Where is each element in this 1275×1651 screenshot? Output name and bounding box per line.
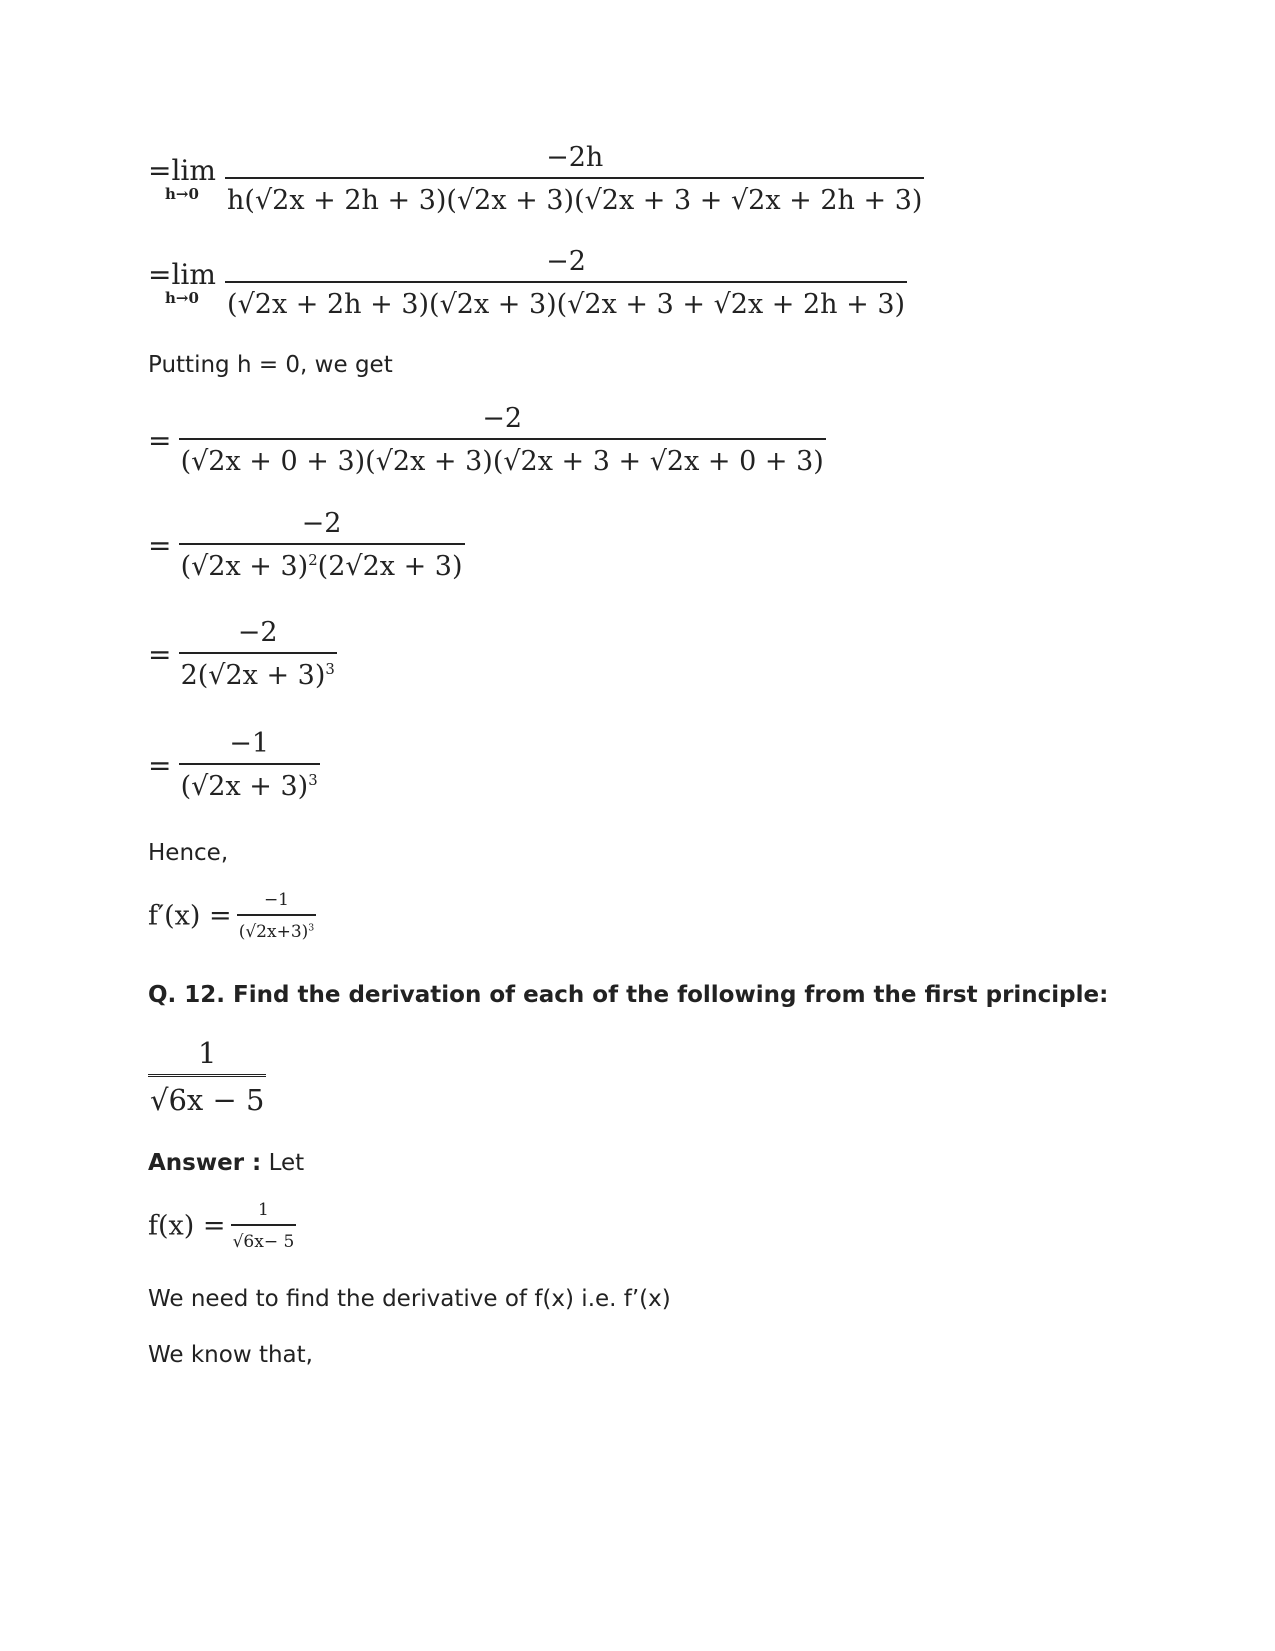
fx-lhs: f(x) = xyxy=(148,1210,226,1242)
answer-label: Answer : xyxy=(148,1150,262,1176)
limit-operator: =lim h→0 xyxy=(148,153,216,203)
numerator: −2 xyxy=(237,617,278,648)
equation-line-3: = $\frac{-2}{(√2x + 0 + 3)(√2x + 3)(√2x + 3 + √2x + 0 + 3)}$ xyxy=(148,403,824,477)
equation-line-6: = $\frac{-1}{(√2x + 3)^3}$ xyxy=(148,728,318,802)
fraction xyxy=(179,617,337,691)
denominator: $2(√2x + 3)^3$ xyxy=(179,652,337,691)
question-expression xyxy=(148,1036,266,1117)
numerator: −2 xyxy=(482,403,523,434)
fraction xyxy=(231,1200,297,1252)
numerator: 1 xyxy=(198,1036,217,1070)
know-text: We know that, xyxy=(148,1342,313,1368)
numerator: −1 xyxy=(229,728,270,759)
putting-text: Putting h = 0, we get xyxy=(148,352,393,378)
result-equation xyxy=(148,890,316,942)
hence-text: Hence, xyxy=(148,840,229,866)
denominator: h(√2x + 2h + 3)(√2x + 3)(√2x + 3 + √2x + 2h + 3) xyxy=(225,177,924,216)
denominator: √6x− 5 xyxy=(231,1224,297,1252)
equation-line-1 xyxy=(148,142,924,216)
numerator: −1 xyxy=(263,890,289,910)
fraction xyxy=(179,728,320,802)
numerator: 1 xyxy=(258,1200,269,1220)
denominator: √6x − 5 xyxy=(148,1074,266,1117)
denominator: $(√2x + 3)^2(2√2x + 3)$ xyxy=(179,543,465,582)
answer-line xyxy=(148,1148,304,1178)
fraction xyxy=(179,508,465,582)
denominator: (√2x + 2h + 3)(√2x + 3)(√2x + 3 + √2x + 2h + 3) xyxy=(225,281,907,320)
denominator: $(√2x+3)^3$ xyxy=(237,914,317,942)
fraction xyxy=(179,403,826,477)
fx-definition xyxy=(148,1200,296,1252)
fraction xyxy=(225,142,924,216)
numerator: −2 xyxy=(546,246,586,277)
fraction xyxy=(225,246,907,320)
denominator: $(√2x + 3)^3$ xyxy=(179,763,320,802)
fraction xyxy=(237,890,317,942)
need-text: We need to find the derivative of f(x) i.e. f’(x) xyxy=(148,1286,671,1312)
numerator: −2h xyxy=(546,142,604,173)
denominator: (√2x + 0 + 3)(√2x + 3)(√2x + 3 + √2x + 0 + 3) xyxy=(179,438,826,477)
answer-text: Let xyxy=(261,1150,305,1176)
equation-line-5: = $\frac{-2}{2(√2x + 3)^3}$ xyxy=(148,617,335,691)
question-title: Q. 12. Find the derivation of each of the following from the first principle: xyxy=(148,982,1109,1008)
equation-line-4: = $\frac{-2}{(√2x + 3)^2(2√2x + 3)}$ xyxy=(148,508,463,582)
limit-operator: =lim h→0 xyxy=(148,257,216,307)
numerator: −2 xyxy=(301,508,342,539)
result-lhs: f′(x) = xyxy=(148,900,232,932)
equation-line-2 xyxy=(148,246,907,320)
fraction xyxy=(148,1036,266,1117)
